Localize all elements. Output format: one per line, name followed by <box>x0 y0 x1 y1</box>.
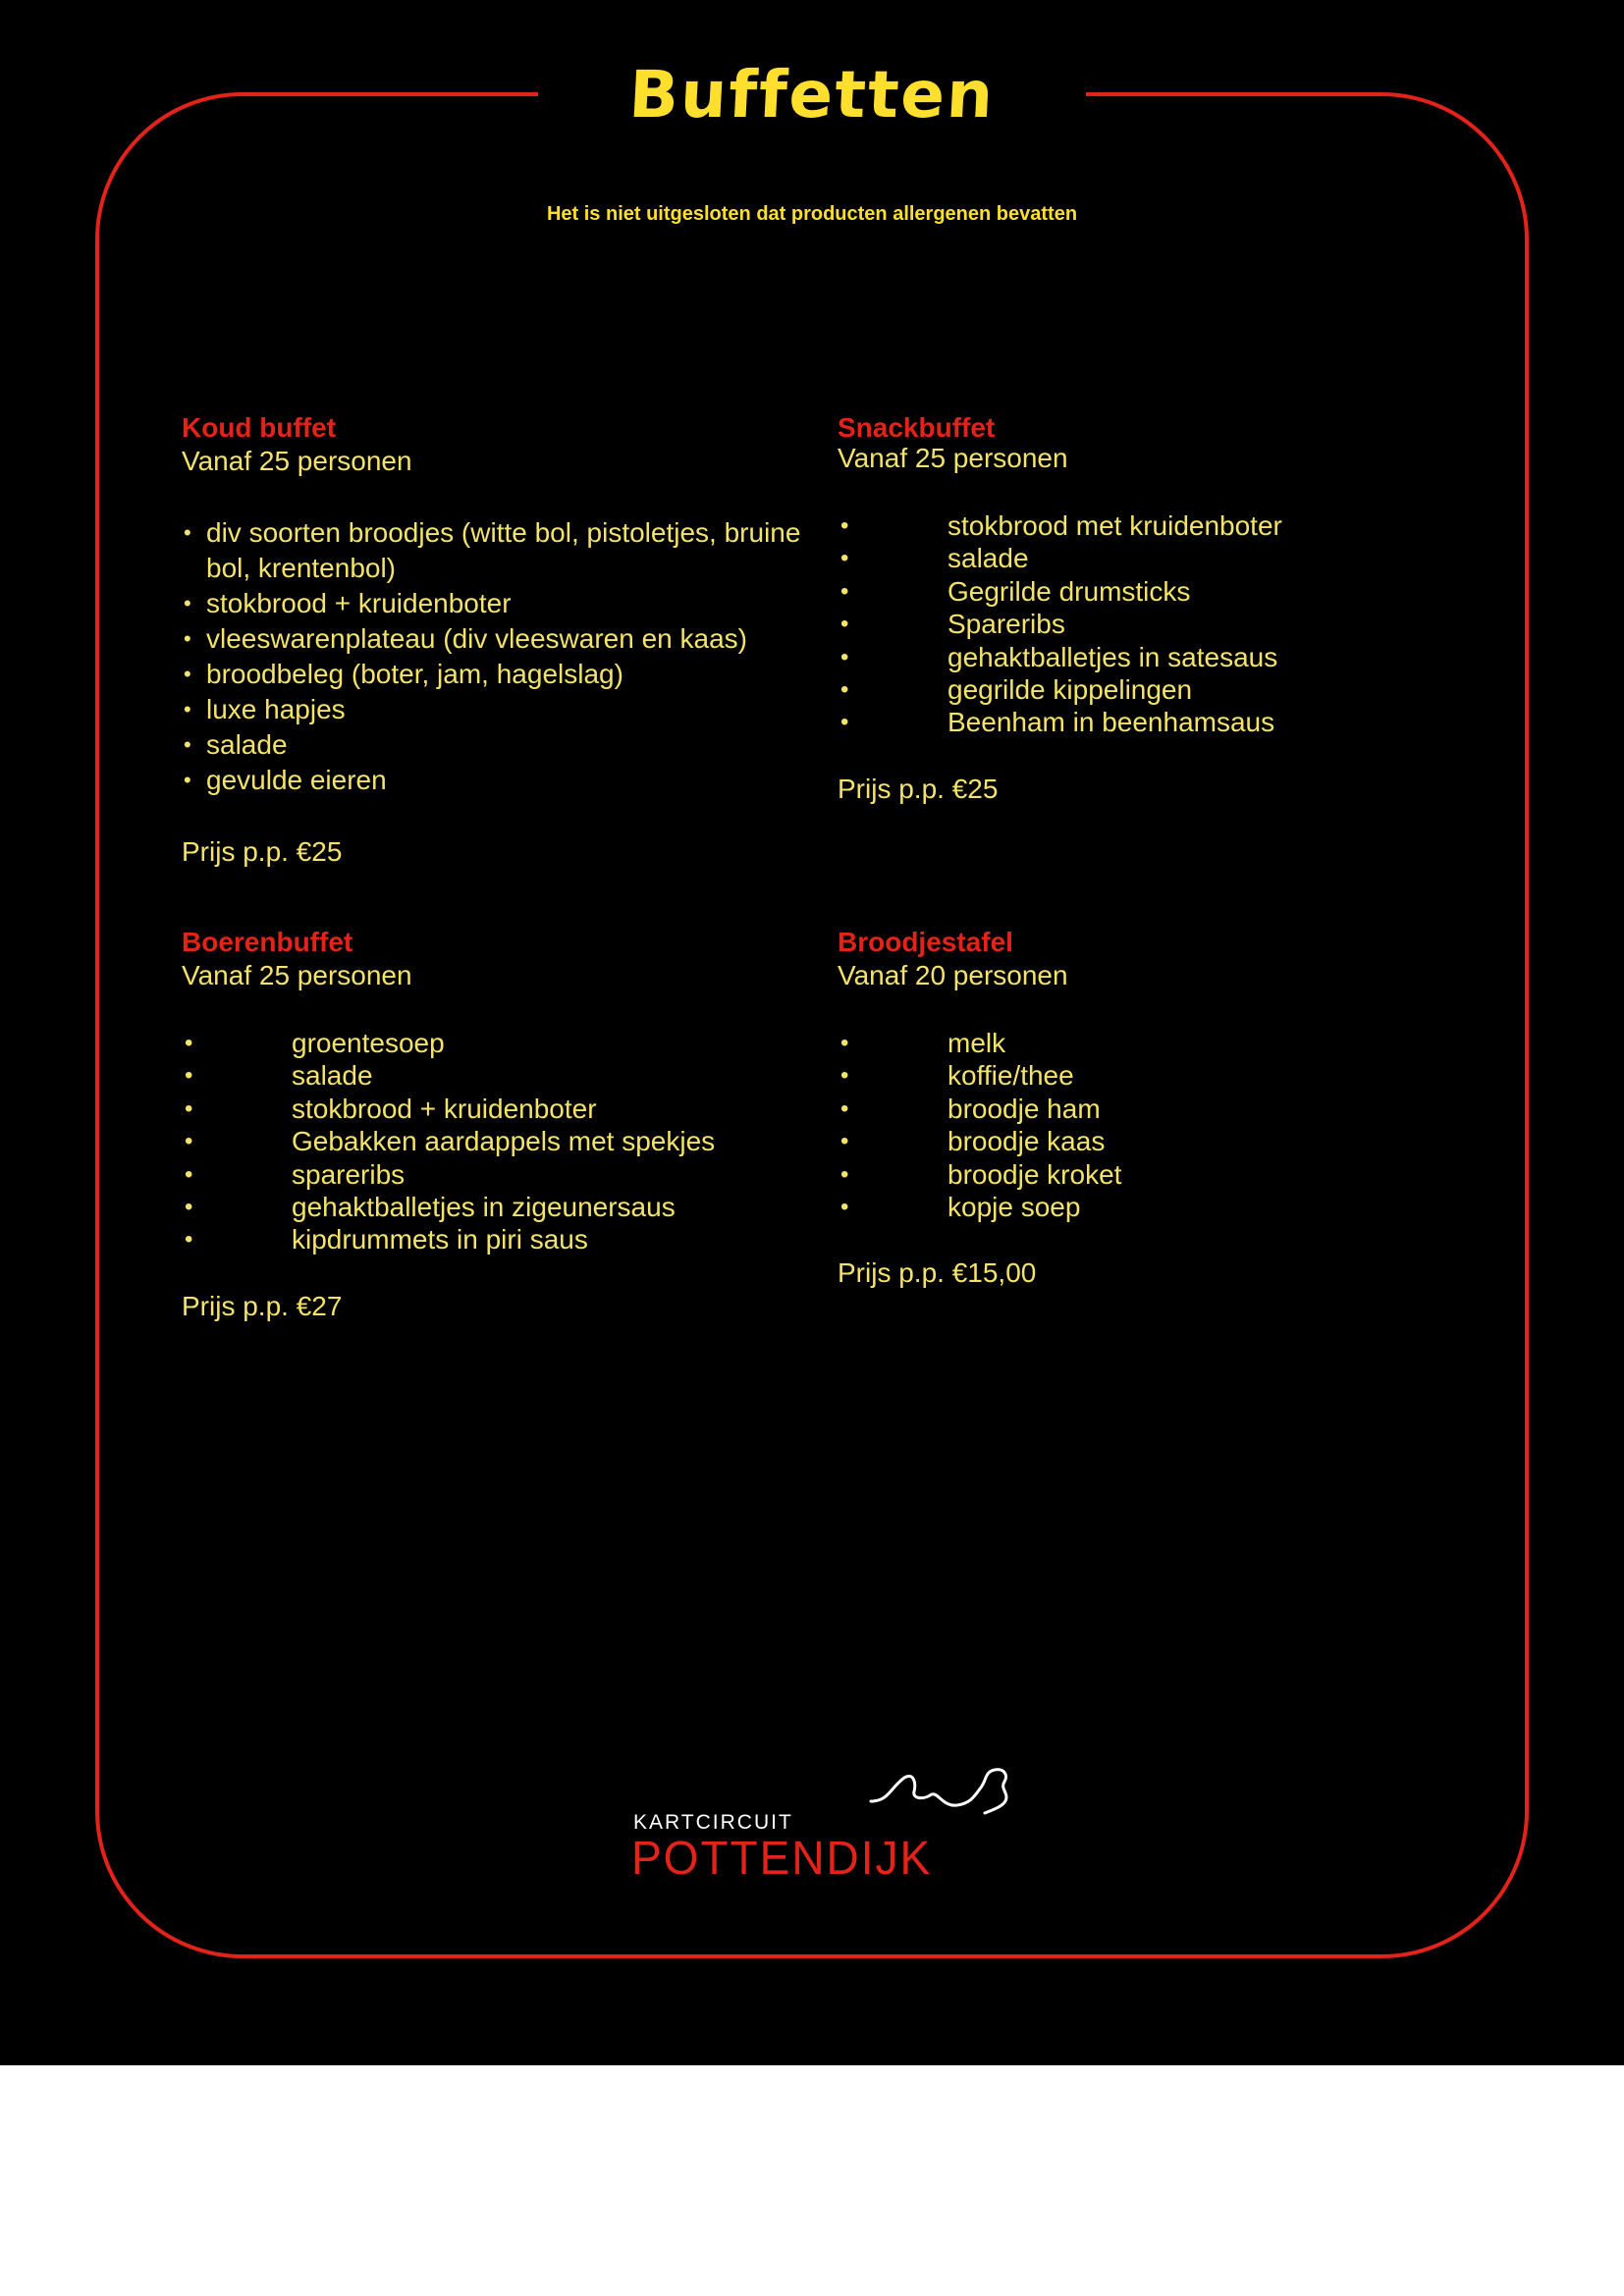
list-item: • gegrilde kippelingen <box>840 674 1193 706</box>
section-subtitle: Vanaf 25 personen <box>182 446 412 476</box>
section-snackbuffet <box>838 410 1446 806</box>
list-item: • broodje kroket <box>840 1158 1122 1190</box>
price-label: Prijs p.p. €27 <box>182 1290 343 1321</box>
bullet-icon: • <box>840 611 849 638</box>
page-title: Buffetten <box>626 57 998 133</box>
list-item: • Spareribs <box>840 609 1065 640</box>
list-item: • broodje ham <box>840 1093 1101 1124</box>
section-subtitle: Vanaf 25 personen <box>182 960 412 990</box>
list-item: • Beenham in beenhamsaus <box>840 707 1275 738</box>
list-item: • gehaktballetjes in satesaus <box>840 641 1278 672</box>
bullet-icon: • <box>185 1062 193 1090</box>
list-item: • stokbrood met kruidenboter <box>840 510 1282 541</box>
list-item: • broodje kaas <box>840 1126 1106 1157</box>
bullet-icon: • <box>840 1030 849 1056</box>
list-item: • div soorten broodjes (witte bol, pistoletjes, bruine bol, krentenbol) <box>184 517 801 583</box>
section-broodjestafel <box>838 925 1446 1290</box>
list-item: • vleeswarenplateau (div vleeswaren en kaas) <box>182 621 810 657</box>
bullet-icon: • <box>840 676 849 704</box>
item-list <box>182 515 810 798</box>
logo-top-text: KARTCIRCUIT <box>633 1811 793 1834</box>
list-item: • kopje soep <box>840 1192 1081 1223</box>
price-label: Prijs p.p. €25 <box>182 836 343 867</box>
list-item: • groentesoep <box>185 1028 445 1058</box>
list-item: • spareribs <box>185 1158 406 1190</box>
bullet-icon: • <box>840 512 849 539</box>
section-title: Broodjestafel <box>838 927 1013 957</box>
price-label: Prijs p.p. €15,00 <box>838 1257 1037 1289</box>
bullet-icon: • <box>185 1030 193 1056</box>
list-item: • stokbrood + kruidenboter <box>182 586 810 621</box>
section-boerenbuffet <box>182 925 810 1323</box>
list-item: • gevulde eieren <box>182 763 810 798</box>
kartcircuit-pottendijk-logo <box>628 1762 1041 1885</box>
list-item: • gehaktballetjes in zigeunersaus <box>185 1192 676 1223</box>
bullet-icon: • <box>184 662 191 686</box>
list-item: • kipdrummets in piri saus <box>185 1224 588 1255</box>
bullet-icon: • <box>840 1062 849 1090</box>
bullet-icon: • <box>840 643 849 670</box>
item-list <box>838 509 1446 739</box>
list-item: • Gebakken aardappels met spekjes <box>185 1126 716 1157</box>
bullet-icon: • <box>840 709 849 736</box>
list-item: • koffie/thee <box>840 1060 1074 1092</box>
item-list <box>838 1027 1446 1223</box>
list-item: • broodbeleg (boter, jam, hagelslag) <box>182 657 810 692</box>
bullet-icon: • <box>840 577 849 605</box>
price-label: Prijs p.p. €25 <box>838 773 999 804</box>
section-title: Koud buffet <box>182 412 337 443</box>
bullet-icon: • <box>184 626 191 651</box>
list-item: • stokbrood + kruidenboter <box>185 1093 597 1124</box>
list-item: • salade <box>840 543 1029 574</box>
section-subtitle: Vanaf 25 personen <box>838 443 1068 473</box>
list-item: • salade <box>182 727 810 763</box>
bullet-icon: • <box>185 1128 193 1155</box>
item-list <box>182 1027 810 1256</box>
list-item: • luxe hapjes <box>182 692 810 727</box>
section-title: Snackbuffet <box>838 412 996 443</box>
logo-name: POTTENDIJK <box>631 1830 933 1885</box>
bullet-icon: • <box>184 768 191 792</box>
bullet-icon: • <box>185 1226 193 1254</box>
list-item: • salade <box>185 1060 373 1092</box>
bullet-icon: • <box>185 1160 193 1188</box>
list-item: • melk <box>840 1028 1006 1058</box>
bullet-icon: • <box>840 1095 849 1122</box>
bullet-icon: • <box>840 1194 849 1221</box>
section-title: Boerenbuffet <box>182 927 353 957</box>
list-item: • Gegrilde drumsticks <box>840 575 1191 607</box>
allergen-note: Het is niet uitgesloten dat producten allergenen bevatten <box>546 203 1078 225</box>
bullet-icon: • <box>840 545 849 572</box>
bullet-icon: • <box>184 697 191 721</box>
bullet-icon: • <box>840 1160 849 1188</box>
bullet-icon: • <box>184 520 191 545</box>
bullet-icon: • <box>184 591 191 615</box>
section-koud-buffet <box>182 410 810 869</box>
bullet-icon: • <box>840 1128 849 1155</box>
bullet-icon: • <box>185 1194 193 1221</box>
bullet-icon: • <box>185 1095 193 1122</box>
section-subtitle: Vanaf 20 personen <box>838 960 1068 990</box>
bullet-icon: • <box>184 732 191 757</box>
